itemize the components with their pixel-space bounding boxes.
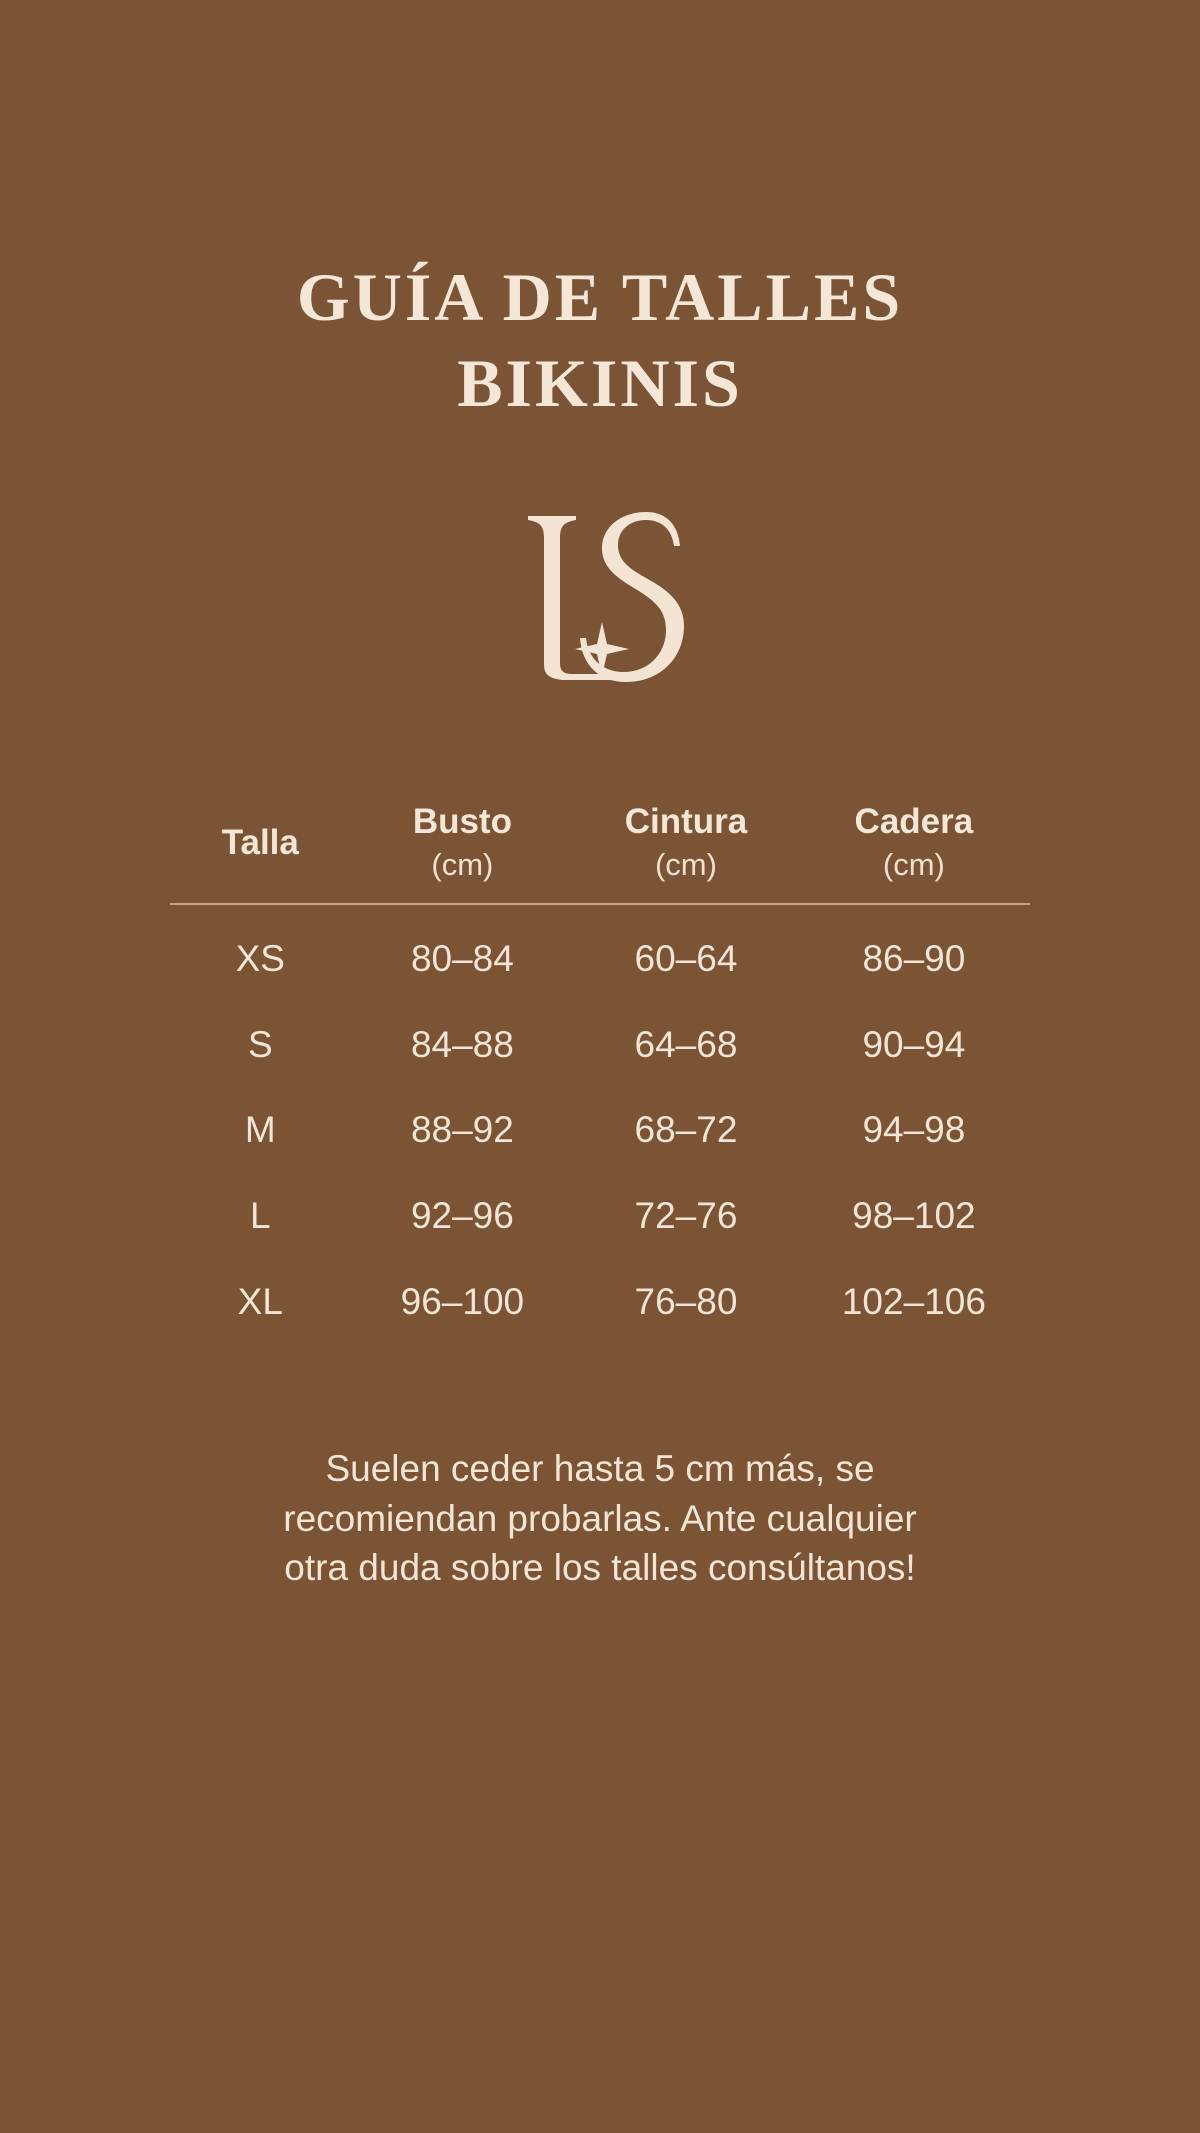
cell-busto: 88–92 <box>410 1109 514 1151</box>
table-row <box>170 904 1030 1002</box>
column-header-cintura-label: Cintura <box>624 802 748 842</box>
column-header-cadera-unit: (cm) <box>882 847 945 883</box>
cell-talla: XL <box>237 1280 283 1322</box>
cell-cintura: 64–68 <box>634 1023 738 1065</box>
cell-busto: 96–100 <box>400 1280 525 1322</box>
table-row <box>170 1173 1030 1259</box>
cell-cadera: 98–102 <box>852 1194 976 1236</box>
cell-cintura: 68–72 <box>634 1109 738 1151</box>
column-header-cintura <box>574 800 798 904</box>
table-header <box>170 800 1030 904</box>
cell-busto: 84–88 <box>410 1023 514 1065</box>
table-row <box>170 1259 1030 1345</box>
column-header-cadera-label: Cadera <box>854 802 974 842</box>
table-row <box>170 1002 1030 1088</box>
column-header-busto-unit: (cm) <box>431 847 494 883</box>
size-note: Suelen ceder hasta 5 cm más, se recomiendan probarlas. Ante cualquier otra duda sobre los talles consúltanos! <box>283 1448 917 1588</box>
cell-cintura: 72–76 <box>634 1194 738 1236</box>
size-table-container <box>170 800 1030 1344</box>
cell-busto: 92–96 <box>410 1194 514 1236</box>
cell-cintura: 76–80 <box>634 1280 738 1322</box>
column-header-busto <box>351 800 575 904</box>
cell-talla: XS <box>235 937 285 979</box>
column-header-cadera <box>798 800 1030 904</box>
cell-cadera: 86–90 <box>862 937 966 979</box>
column-header-talla <box>170 800 351 904</box>
table-row <box>170 1087 1030 1173</box>
column-header-cintura-unit: (cm) <box>654 847 717 883</box>
cell-cintura: 60–64 <box>634 937 738 979</box>
column-header-busto-label: Busto <box>412 802 512 842</box>
cell-cadera: 102–106 <box>841 1280 986 1322</box>
table-body <box>170 904 1030 1344</box>
page-title <box>297 258 903 422</box>
cell-talla: L <box>250 1194 271 1236</box>
cell-busto: 80–84 <box>410 937 514 979</box>
title-line-2: BIKINIS <box>457 345 743 422</box>
size-table <box>170 800 1030 1344</box>
column-header-talla-label: Talla <box>221 822 299 862</box>
ls-monogram-logo <box>470 468 730 748</box>
title-line-1: GUÍA DE TALLES <box>296 259 904 335</box>
cell-cadera: 94–98 <box>862 1109 966 1151</box>
cell-talla: S <box>247 1023 273 1065</box>
cell-talla: M <box>244 1109 276 1151</box>
cell-cadera: 90–94 <box>862 1023 966 1065</box>
